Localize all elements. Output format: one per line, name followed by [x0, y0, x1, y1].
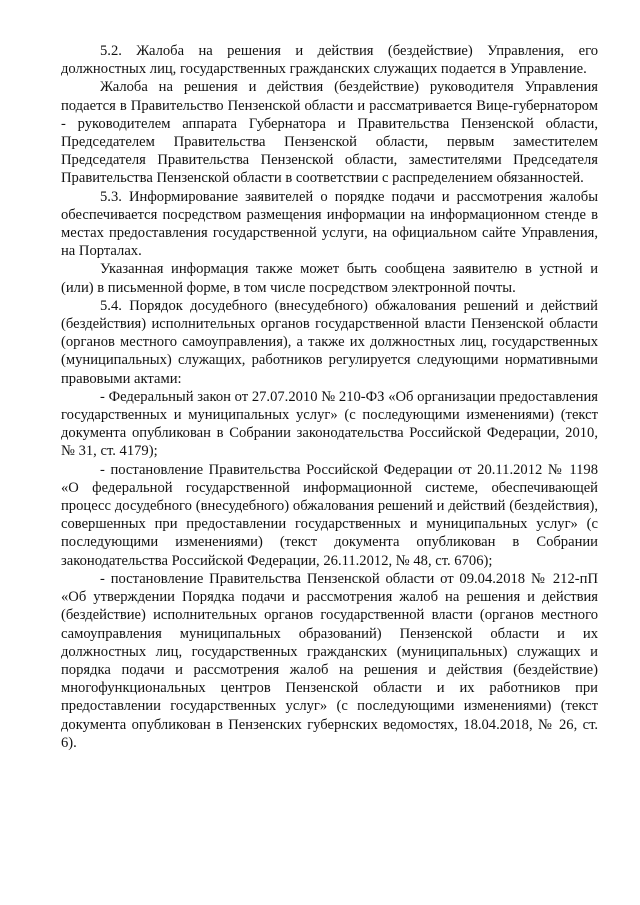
paragraph-head-complaint: Жалоба на решения и действия (бездействие) руководителя Управления подается в Правительство Пензенской области и рассматривается Вице-губернатором - руководителем аппарата Губернатора и Правительства Пензенской области, Председателем Правительства Пензенской области, первым заместителем Председателя Правительства Пензенской области, заместителями Председателя Правительства Пензенской области в соответствии с распределением обязанностей. [61, 79, 598, 187]
list-item-rf-decree: - постановление Правительства Российской Федерации от 20.11.2012 № 1198 «О федеральной государственной информационной системе, обеспечивающей процесс досудебного (внесудебного) обжалования решений и действий (бездействия), совершенных при предоставлении государственных и муниципальных услуг» (с последующими изменениями) (текст документа опубликован в Собрании законодательства Российской Федерации, 26.11.2012, № 48, ст. 6706); [61, 461, 598, 569]
paragraph-info-delivery: Указанная информация также может быть сообщена заявителю в устной и (или) в письменной форме, в том числе посредством электронной почты. [61, 261, 598, 296]
paragraph-5-4: 5.4. Порядок досудебного (внесудебного) обжалования решений и действий (бездействия) исполнительных органов государственной власти Пензенской области (органов местного самоуправления), а также их должностных лиц, государственных (муниципальных) служащих, работников регулируется следующими нормативными правовыми актами: [61, 297, 598, 387]
paragraph-5-2: 5.2. Жалоба на решения и действия (бездействие) Управления, его должностных лиц, государственных гражданских служащих подается в Управление. [61, 43, 598, 78]
list-item-penza-decree: - постановление Правительства Пензенской области от 09.04.2018 № 212-пП «Об утверждении Порядка подачи и рассмотрения жалоб на решения и действия (бездействие) исполнительных органов государственной власти (органов местного самоуправления муниципальных образований) Пензенской области и их должностных лиц, государственных гражданских (муниципальных) служащих и порядка подачи и рассмотрения жалоб на решения и действия (бездействие) многофункциональных центров Пензенской области и их работников при предоставлении государственных услуг» (с последующими изменениями) (текст документа опубликован в Пензенских губернских ведомостях, 18.04.2018, № 26, ст. 6). [61, 570, 598, 751]
document-page [61, 42, 598, 752]
paragraph-5-3: 5.3. Информирование заявителей о порядке подачи и рассмотрения жалобы обеспечивается посредством размещения информации на информационном стенде в местах предоставления государственной услуги, на официальном сайте Управления, на Порталах. [61, 188, 598, 260]
list-item-federal-law: - Федеральный закон от 27.07.2010 № 210-ФЗ «Об организации предоставления государственных и муниципальных услуг» (с последующими изменениями) (текст документа опубликован в Собрании законодательства Российской Федерации, 2010, № 31, ст. 4179); [61, 388, 598, 460]
